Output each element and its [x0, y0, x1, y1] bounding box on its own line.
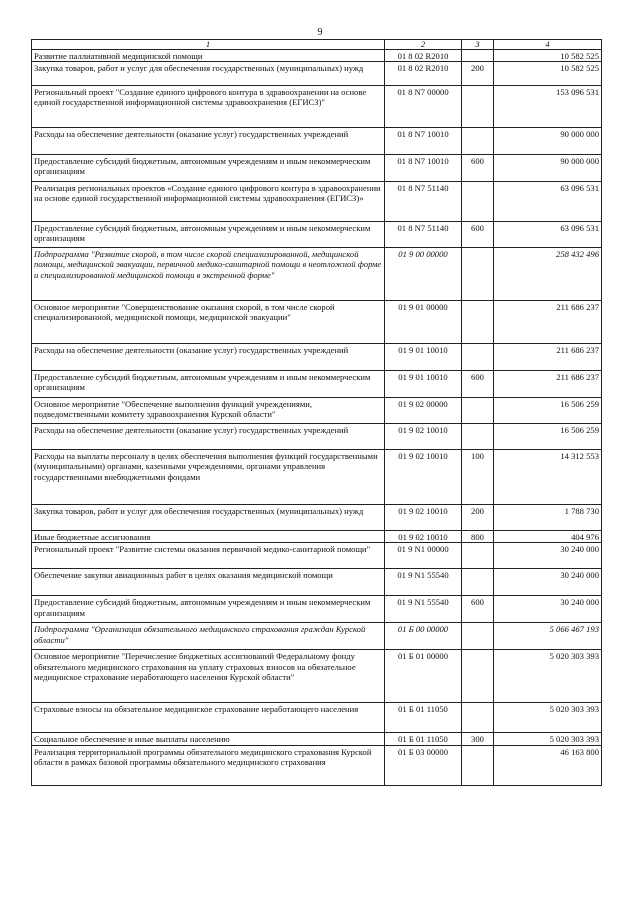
row-amount: 5 020 303 393: [494, 650, 602, 703]
row-name: Подпрограмма "Развитие скорой, в том числе скорой специализированной, медицинской помощи, медицинской эвакуации, первичной медико-санитарной помощи в неотложной форме и специализированной медицинской помощи в экстренной форме": [32, 248, 385, 301]
table-row: [32, 703, 602, 733]
row-amount: 5 066 467 193: [494, 623, 602, 650]
row-expense-type: [462, 128, 494, 155]
row-name: Предоставление субсидий бюджетным, автономным учреждениям и иным некоммерческим организациям: [32, 155, 385, 182]
row-amount: 63 096 531: [494, 182, 602, 222]
row-amount: 5 020 303 393: [494, 703, 602, 733]
header-col-2: 2: [385, 40, 462, 50]
row-expense-type: [462, 650, 494, 703]
row-code: 01 Б 00 00000: [385, 623, 462, 650]
table-row: [32, 155, 602, 182]
row-name: Социальное обеспечение и иные выплаты населению: [32, 733, 385, 745]
row-name: Расходы на обеспечение деятельности (оказание услуг) государственных учреждений: [32, 128, 385, 155]
table-row: [32, 248, 602, 301]
row-expense-type: [462, 248, 494, 301]
row-code: 01 9 02 00000: [385, 398, 462, 424]
row-code: 01 9 02 10010: [385, 450, 462, 505]
row-expense-type: [462, 301, 494, 344]
row-expense-type: [462, 50, 494, 62]
row-amount: 5 020 303 393: [494, 733, 602, 745]
row-expense-type: [462, 703, 494, 733]
row-expense-type: 600: [462, 155, 494, 182]
row-amount: 1 788 730: [494, 505, 602, 531]
row-code: 01 Б 01 11050: [385, 733, 462, 745]
row-code: 01 9 01 10010: [385, 371, 462, 398]
row-expense-type: [462, 623, 494, 650]
row-code: 01 8 N7 51140: [385, 222, 462, 248]
table-row: [32, 733, 602, 745]
row-name: Расходы на обеспечение деятельности (оказание услуг) государственных учреждений: [32, 424, 385, 450]
row-amount: 30 240 000: [494, 569, 602, 596]
row-amount: 90 000 000: [494, 155, 602, 182]
row-name: Расходы на выплаты персоналу в целях обеспечения выполнения функций государственными (муниципальными) органами, казенными учреждениями, органами управления государственными внебюджетными фондами: [32, 450, 385, 505]
row-code: 01 Б 01 00000: [385, 650, 462, 703]
row-amount: 46 163 800: [494, 745, 602, 785]
row-expense-type: 100: [462, 450, 494, 505]
table-row: [32, 531, 602, 543]
page-number: 9: [317, 27, 323, 38]
table-row: [32, 371, 602, 398]
budget-table: [31, 39, 602, 786]
row-amount: 16 506 259: [494, 398, 602, 424]
row-expense-type: [462, 424, 494, 450]
row-expense-type: 200: [462, 505, 494, 531]
header-col-4: 4: [494, 40, 602, 50]
row-name: Предоставление субсидий бюджетным, автономным учреждениям и иным некоммерческим организациям: [32, 596, 385, 623]
row-name: Региональный проект "Развитие системы оказания первичной медико-санитарной помощи": [32, 543, 385, 569]
row-amount: 90 000 000: [494, 128, 602, 155]
row-expense-type: [462, 569, 494, 596]
row-code: 01 Б 01 11050: [385, 703, 462, 733]
row-amount: 16 506 259: [494, 424, 602, 450]
row-expense-type: [462, 344, 494, 371]
row-expense-type: [462, 86, 494, 128]
row-name: Закупка товаров, работ и услуг для обеспечения государственных (муниципальных) нужд: [32, 62, 385, 86]
row-amount: 63 096 531: [494, 222, 602, 248]
table-row: [32, 543, 602, 569]
row-expense-type: 600: [462, 371, 494, 398]
table-row: [32, 182, 602, 222]
row-expense-type: 600: [462, 222, 494, 248]
row-code: 01 9 N1 55540: [385, 569, 462, 596]
row-code: 01 9 N1 00000: [385, 543, 462, 569]
row-expense-type: 200: [462, 62, 494, 86]
row-name: Основное мероприятие "Совершенствование оказания скорой, в том числе скорой специализированной, медицинской помощи, медицинской эвакуации": [32, 301, 385, 344]
row-code: 01 8 02 R2010: [385, 62, 462, 86]
row-expense-type: [462, 543, 494, 569]
table-row: [32, 424, 602, 450]
row-name: Предоставление субсидий бюджетным, автономным учреждениям и иным некоммерческим организациям: [32, 371, 385, 398]
row-name: Основное мероприятие "Обеспечение выполнения функций учреждениями, подведомственными комитету здравоохранения Курской области": [32, 398, 385, 424]
row-name: Иные бюджетные ассигнования: [32, 531, 385, 543]
row-code: 01 8 N7 51140: [385, 182, 462, 222]
header-col-3: 3: [462, 40, 494, 50]
row-amount: 10 582 525: [494, 50, 602, 62]
header-col-1: 1: [32, 40, 385, 50]
row-code: 01 9 02 10010: [385, 531, 462, 543]
row-expense-type: [462, 745, 494, 785]
table-row: [32, 650, 602, 703]
row-name: Предоставление субсидий бюджетным, автономным учреждениям и иным некоммерческим организациям: [32, 222, 385, 248]
table-row: [32, 301, 602, 344]
row-name: Расходы на обеспечение деятельности (оказание услуг) государственных учреждений: [32, 344, 385, 371]
row-code: 01 9 02 10010: [385, 505, 462, 531]
row-amount: 404 976: [494, 531, 602, 543]
table-row: [32, 450, 602, 505]
row-amount: 211 686 237: [494, 301, 602, 344]
table-row: [32, 50, 602, 62]
row-code: 01 9 01 00000: [385, 301, 462, 344]
table-row: [32, 596, 602, 623]
row-expense-type: [462, 182, 494, 222]
row-amount: 30 240 000: [494, 596, 602, 623]
row-name: Региональный проект "Создание единого цифрового контура в здравоохранении на основе единой государственной информационной системы здравоохранения (ЕГИСЗ)": [32, 86, 385, 128]
row-name: Реализация региональных проектов «Создание единого цифрового контура в здравоохранении на основе единой государственной информационной системы здравоохранения (ЕГИСЗ)»: [32, 182, 385, 222]
row-name: Развитие паллиативной медицинской помощи: [32, 50, 385, 62]
row-name: Закупка товаров, работ и услуг для обеспечения государственных (муниципальных) нужд: [32, 505, 385, 531]
row-code: 01 9 N1 55540: [385, 596, 462, 623]
table-row: [32, 623, 602, 650]
row-expense-type: 300: [462, 733, 494, 745]
row-code: 01 9 02 10010: [385, 424, 462, 450]
table-header-row: [32, 40, 602, 50]
row-code: 01 8 N7 00000: [385, 86, 462, 128]
row-amount: 211 686 237: [494, 371, 602, 398]
row-code: 01 8 02 R2010: [385, 50, 462, 62]
row-expense-type: 600: [462, 596, 494, 623]
table-row: [32, 344, 602, 371]
row-code: 01 Б 03 00000: [385, 745, 462, 785]
table-row: [32, 505, 602, 531]
row-amount: 10 582 525: [494, 62, 602, 86]
row-amount: 14 312 553: [494, 450, 602, 505]
row-amount: 30 240 000: [494, 543, 602, 569]
row-name: Обеспечение закупки авиационных работ в целях оказания медицинской помощи: [32, 569, 385, 596]
row-name: Основное мероприятие "Перечисление бюджетных ассигнований Федеральному фонду обязательного медицинского страхования на уплату страховых взносов на обязательное медицинское страхование неработающего населения Курской области": [32, 650, 385, 703]
row-expense-type: [462, 398, 494, 424]
row-expense-type: 800: [462, 531, 494, 543]
table-row: [32, 128, 602, 155]
row-name: Страховые взносы на обязательное медицинское страхование неработающего населения: [32, 703, 385, 733]
table-row: [32, 398, 602, 424]
row-code: 01 9 00 00000: [385, 248, 462, 301]
row-name: Подпрограмма "Организация обязательного медицинского страхования граждан Курской области": [32, 623, 385, 650]
row-amount: 211 686 237: [494, 344, 602, 371]
row-code: 01 8 N7 10010: [385, 128, 462, 155]
row-name: Реализация территориальной программы обязательного медицинского страхования Курской области в рамках базовой программы обязательного медицинского страхования: [32, 745, 385, 785]
row-code: 01 9 01 10010: [385, 344, 462, 371]
table-row: [32, 86, 602, 128]
table-row: [32, 745, 602, 785]
row-amount: 153 096 531: [494, 86, 602, 128]
table-row: [32, 222, 602, 248]
table-row: [32, 62, 602, 86]
row-amount: 258 432 496: [494, 248, 602, 301]
table-row: [32, 569, 602, 596]
row-code: 01 8 N7 10010: [385, 155, 462, 182]
